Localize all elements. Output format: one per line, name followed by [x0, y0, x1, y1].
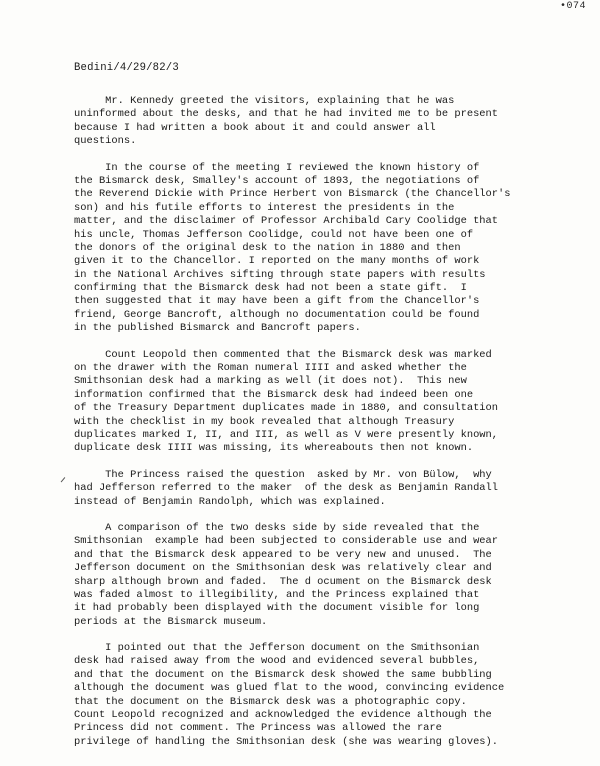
document-header: Bedini/4/29/82/3	[74, 62, 179, 74]
text-line: instead of Benjamin Randolph, which was explained.	[74, 495, 386, 508]
text-line: Count Leopold then commented that the Bismarck desk was marked	[74, 348, 492, 361]
text-line: and that the document on the Bismarck desk showed the same bubbling	[74, 668, 492, 681]
document-body	[74, 95, 514, 762]
text-line: desk had raised away from the wood and evidenced several bubbles,	[74, 655, 480, 668]
text-line: periods at the Bismarck museum.	[74, 615, 268, 628]
text-line: it had probably been displayed with the document visible for long	[74, 602, 480, 615]
text-line: Princess did not comment. The Princess was allowed the rare	[74, 722, 442, 735]
text-line: duplicate desk IIII was missing, its whereabouts then not known.	[74, 442, 474, 455]
text-line: matter, and the disclaimer of Professor Archibald Cary Coolidge that	[74, 215, 499, 228]
paragraph-1	[74, 95, 514, 149]
text-line: confirming that the Bismarck desk had not been a state gift. I	[74, 282, 467, 295]
page-number-stamp: •074	[559, 1, 586, 12]
text-line: Count Leopold recognized and acknowledged the evidence although the	[74, 709, 492, 722]
text-line: The Princess raised the question asked by Mr. von Bülow, why	[74, 468, 492, 481]
text-line: because I had written a book about it and could answer all	[74, 121, 436, 134]
text-line: on the drawer with the Roman numeral IIII and asked whether the	[74, 362, 467, 375]
text-line: information confirmed that the Bismarck desk had indeed been one	[74, 388, 474, 401]
text-line: privilege of handling the Smithsonian desk (she was wearing gloves).	[74, 735, 499, 748]
text-line: Mr. Kennedy greeted the visitors, explaining that he was	[74, 95, 455, 107]
text-line: in the National Archives sifting through state papers with results	[74, 268, 486, 281]
text-line: although the document was glued flat to the wood, convincing evidence	[74, 682, 505, 695]
text-line: A comparison of the two desks side by side revealed that the	[74, 521, 480, 534]
text-line: sharp although brown and faded. The d ocument on the Bismarck desk	[74, 575, 492, 588]
text-line: uninformed about the desks, and that he had invited me to be present	[74, 108, 499, 121]
text-line: his uncle, Thomas Jefferson Coolidge, could not have been one of	[74, 228, 474, 241]
text-line: friend, George Bancroft, although no documentation could be found	[74, 308, 480, 321]
text-line: In the course of the meeting I reviewed the known history of	[74, 161, 480, 174]
text-line: Jefferson document on the Smithsonian desk was relatively clear and	[74, 562, 492, 575]
text-line: and that the Bismarck desk appeared to be very new and unused. The	[74, 548, 492, 561]
text-line: in the published Bismarck and Bancroft papers.	[74, 322, 361, 335]
text-line: the Bismarck desk, Smalley's account of 1893, the negotiations of	[74, 174, 480, 187]
text-line: son) and his futile efforts to interest the presidents in the	[74, 201, 455, 214]
text-line: Smithsonian desk had a marking as well (it does not). This new	[74, 375, 467, 388]
paragraph-5	[74, 522, 514, 629]
paragraph-4	[74, 469, 514, 509]
text-line: with the checklist in my book revealed that although Treasury	[74, 415, 455, 428]
text-line: questions.	[74, 135, 137, 148]
paragraph-2	[74, 162, 514, 336]
text-line: of the Treasury Department duplicates made in 1880, and consultation	[74, 402, 499, 415]
text-line: had Jefferson referred to the maker of the desk as Benjamin Randall	[74, 482, 499, 495]
text-line: I pointed out that the Jefferson document on the Smithsonian	[74, 642, 480, 655]
text-line: duplicates marked I, II, and III, as well as V were presently known,	[74, 428, 499, 441]
text-line: given it to the Chancellor. I reported on the many months of work	[74, 255, 480, 268]
paragraph-6	[74, 642, 514, 749]
text-line: the donors of the original desk to the nation in 1880 and then	[74, 241, 461, 254]
text-line: the Reverend Dickie with Prince Herbert von Bismarck (the Chancellor's	[74, 188, 511, 201]
text-line: Smithsonian example had been subjected to considerable use and wear	[74, 535, 499, 548]
margin-pencil-mark	[61, 477, 69, 485]
text-line: was faded almost to illegibility, and the Princess explained that	[74, 588, 480, 601]
paragraph-3	[74, 349, 514, 456]
text-line: that the document on the Bismarck desk was a photographic copy.	[74, 695, 467, 708]
text-line: then suggested that it may have been a gift from the Chancellor's	[74, 295, 480, 308]
